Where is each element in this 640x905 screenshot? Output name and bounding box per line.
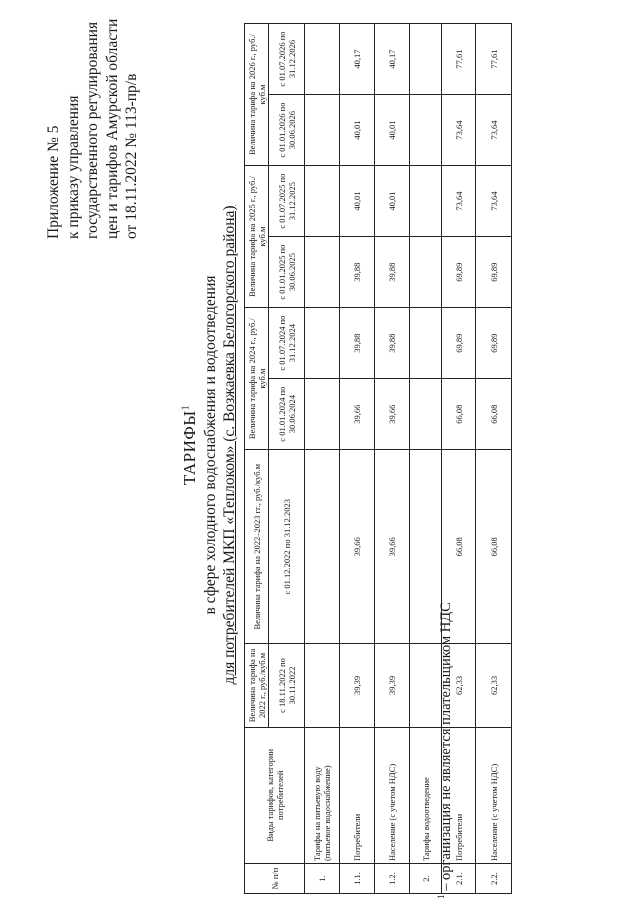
tariff-value: 39,66 [375, 379, 410, 450]
row-num: 1.2. [375, 864, 410, 894]
tariff-value: 39,88 [375, 237, 410, 308]
header-period: с 01.12.2022 по 31.12.2023 [269, 450, 305, 644]
tariff-value: 69,89 [442, 308, 476, 379]
header-group: Величина тарифа на 2025 г., руб./куб.м [245, 166, 269, 308]
header-period: с 18.11.2022 по 30.11.2022 [269, 644, 305, 727]
row-name: Потребители [442, 727, 476, 863]
tariff-value: 62,33 [476, 644, 512, 727]
header-period: с 01.07.2024 по 31.12.2024 [269, 308, 305, 379]
header-period: с 01.01.2024 по 30.06.2024 [269, 379, 305, 450]
document-title [180, 75, 200, 815]
row-name: Тарифы водоотведение [410, 727, 442, 863]
tariff-value: 40,01 [340, 95, 375, 166]
header-period: с 01.01.2026 по 30.06.2026 [269, 95, 305, 166]
tariff-value: 40,01 [375, 166, 410, 237]
tariff-value [305, 237, 340, 308]
header-period: с 01.07.2026 по 31.12.2026 [269, 24, 305, 95]
appendix-line: государственного регулирования [84, 21, 101, 239]
tariff-value: 39,66 [375, 450, 410, 644]
tariff-value: 39,39 [375, 644, 410, 727]
tariff-value [410, 237, 442, 308]
tariff-value [305, 644, 340, 727]
header-num: № п/п [245, 864, 305, 894]
header-period: с 01.01.2025 по 30.06.2025 [269, 237, 305, 308]
tariff-value [305, 166, 340, 237]
footnote [436, 602, 455, 899]
row-name: Тарифы на питьевую воду (питьевое водоснабжение) [305, 727, 340, 863]
row-num: 2. [410, 864, 442, 894]
tariff-table-body [305, 24, 512, 894]
tariff-value: 77,61 [476, 24, 512, 95]
document-subtitle-consumer: для потребителей МКП «Теплоком» (с. Возжаевка Белогорского района) [221, 205, 238, 685]
header-period: с 01.07.2025 по 31.12.2025 [269, 166, 305, 237]
title-footnote-mark: 1 [180, 404, 192, 411]
header-group: Величина тарифа на 2026 г., руб./куб.м [245, 24, 269, 166]
tariff-value: 73,64 [442, 166, 476, 237]
tariff-value: 69,89 [476, 237, 512, 308]
tariff-value: 39,88 [340, 308, 375, 379]
tariff-value: 39,88 [340, 237, 375, 308]
tariff-value: 40,01 [375, 95, 410, 166]
tariff-value [410, 379, 442, 450]
tariff-value: 40,01 [340, 166, 375, 237]
footnote-text: – организация не является плательщиком НДС [437, 602, 454, 895]
row-name: Население (с учетом НДС) [476, 727, 512, 863]
header-group: Величина тарифа на 2022–2023 гг., руб./куб.м [245, 450, 269, 644]
tariff-value: 73,64 [476, 95, 512, 166]
tariff-value: 40,17 [340, 24, 375, 95]
tariff-value: 40,17 [375, 24, 410, 95]
tariff-value [305, 450, 340, 644]
footnote-mark: 1 [436, 894, 446, 899]
tariff-value [410, 24, 442, 95]
table-row [375, 24, 410, 894]
appendix-line: от 18.11.2022 № 113-пр/в [123, 73, 140, 239]
table-row [340, 24, 375, 894]
tariff-value [410, 308, 442, 379]
appendix-line: к приказу управления [64, 95, 82, 239]
header-group: Величина тарифа на 2022 г., руб./куб.м [245, 644, 269, 727]
appendix-line: цен и тарифов Амурской области [103, 18, 121, 239]
tariff-value [305, 379, 340, 450]
row-name: Население (с учетом НДС) [375, 727, 410, 863]
table-row [476, 24, 512, 894]
tariff-value: 73,64 [442, 95, 476, 166]
tariff-value [305, 308, 340, 379]
tariff-value: 73,64 [476, 166, 512, 237]
table-row [305, 24, 340, 894]
row-name: Потребители [340, 727, 375, 863]
row-num: 1.1. [340, 864, 375, 894]
tariff-value: 77,61 [442, 24, 476, 95]
tariff-value [410, 95, 442, 166]
tariff-table [244, 23, 512, 894]
appendix-line: Приложение № 5 [45, 125, 62, 239]
tariff-value: 69,89 [442, 237, 476, 308]
header-row-groups [245, 24, 269, 894]
tariff-value: 66,08 [476, 450, 512, 644]
tariff-value: 66,08 [442, 379, 476, 450]
row-num: 2.1. [442, 864, 476, 894]
tariff-value [410, 166, 442, 237]
tariff-value: 39,66 [340, 450, 375, 644]
tariff-value: 39,66 [340, 379, 375, 450]
header-name: Виды тарифов, категории потребителей [245, 727, 305, 863]
tariff-value: 62,33 [442, 644, 476, 727]
tariff-value [305, 95, 340, 166]
tariff-value: 66,08 [476, 379, 512, 450]
tariff-value: 39,88 [375, 308, 410, 379]
tariff-value: 69,89 [476, 308, 512, 379]
tariff-value: 39,39 [340, 644, 375, 727]
tariff-value [305, 24, 340, 95]
header-group: Величина тарифа на 2024 г., руб./куб.м [245, 308, 269, 450]
document-subtitle: в сфере холодного водоснабжения и водоотведения [202, 275, 219, 615]
row-num: 2.2. [476, 864, 512, 894]
title-main: ТАРИФЫ [180, 410, 199, 486]
tariff-value: 66,08 [442, 450, 476, 644]
appendix-block [44, 9, 142, 239]
row-num: 1. [305, 864, 340, 894]
